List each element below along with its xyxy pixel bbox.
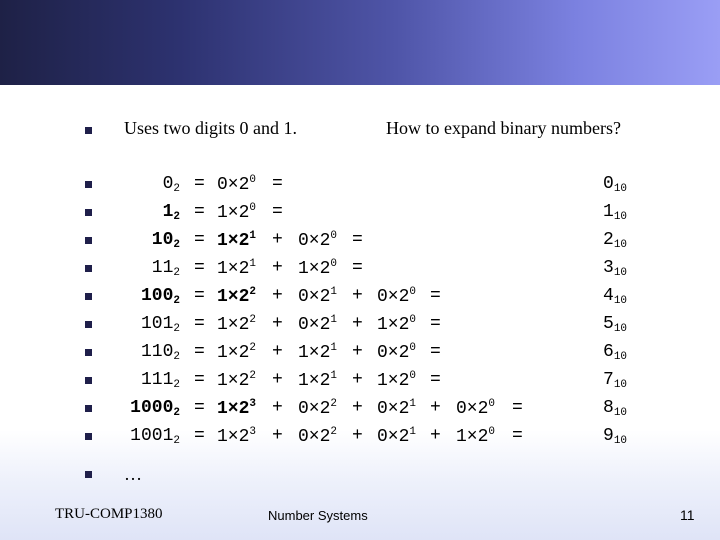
term-2: $1\times 2^0$ (298, 258, 338, 279)
table-row (0, 286, 720, 314)
decimal-value: $7_{10}$ (603, 370, 628, 391)
bullet-icon (85, 471, 92, 478)
term-1: $1\times 2^1$ (217, 258, 257, 279)
binary-number: $10_2$ (151, 230, 180, 251)
plus-sign: + (272, 258, 283, 278)
equals-sign: = (272, 174, 283, 194)
equals-sign: = (430, 314, 441, 334)
term-3: $0\times 2^1$ (377, 426, 417, 447)
term-1: $1\times 2^2$ (217, 314, 257, 335)
term-3: $1\times 2^0$ (377, 370, 417, 391)
equals-sign: = (272, 202, 283, 222)
plus-sign: + (272, 370, 283, 390)
term-1: $1\times 2^3$ (217, 398, 257, 419)
plus-sign: + (272, 314, 283, 334)
term-1: $1\times 2^0$ (217, 202, 257, 223)
equals-sign: = (194, 370, 205, 390)
decimal-value: $3_{10}$ (603, 258, 628, 279)
table-row (0, 370, 720, 398)
plus-sign: + (352, 398, 363, 418)
equals-sign: = (194, 398, 205, 418)
decimal-value: $0_{10}$ (603, 174, 628, 195)
equals-sign: = (194, 202, 205, 222)
plus-sign: + (272, 230, 283, 250)
equals-sign: = (194, 286, 205, 306)
decimal-value: $2_{10}$ (603, 230, 628, 251)
term-1: $1\times 2^2$ (217, 286, 257, 307)
plus-sign: + (352, 370, 363, 390)
equals-sign: = (194, 258, 205, 278)
plus-sign: + (352, 426, 363, 446)
table-row (0, 230, 720, 258)
table-row (0, 258, 720, 286)
decimal-value: $8_{10}$ (603, 398, 628, 419)
equals-sign: = (194, 230, 205, 250)
intro-text: Uses two digits 0 and 1. (124, 118, 297, 138)
equals-sign: = (352, 230, 363, 250)
binary-number: $1000_2$ (130, 398, 180, 419)
equals-sign: = (512, 398, 523, 418)
plus-sign: + (352, 342, 363, 362)
ellipsis: … (124, 464, 142, 484)
equals-sign: = (194, 314, 205, 334)
term-3: $0\times 2^0$ (377, 286, 417, 307)
equals-sign: = (430, 370, 441, 390)
term-1: $0\times 2^0$ (217, 174, 257, 195)
plus-sign: + (272, 426, 283, 446)
plus-sign: + (272, 286, 283, 306)
term-2: $1\times 2^1$ (298, 370, 338, 391)
decimal-value: $9_{10}$ (603, 426, 628, 447)
decimal-value: $1_{10}$ (603, 202, 628, 223)
plus-sign: + (352, 286, 363, 306)
decimal-value: $5_{10}$ (603, 314, 628, 335)
table-row (0, 202, 720, 230)
term-2: $0\times 2^2$ (298, 426, 338, 447)
equals-sign: = (430, 286, 441, 306)
term-4: $0\times 2^0$ (456, 398, 496, 419)
table-row (0, 342, 720, 370)
term-4: $1\times 2^0$ (456, 426, 496, 447)
term-2: $0\times 2^2$ (298, 398, 338, 419)
page-number: 11 (680, 507, 695, 523)
binary-number: $11_2$ (151, 258, 180, 279)
equals-sign: = (352, 258, 363, 278)
term-3: $1\times 2^0$ (377, 314, 417, 335)
term-2: $0\times 2^0$ (298, 230, 338, 251)
equals-sign: = (512, 426, 523, 446)
binary-number: $0_2$ (162, 174, 180, 195)
table-row (0, 398, 720, 426)
table-row (0, 314, 720, 342)
binary-number: $1_2$ (162, 202, 180, 223)
binary-number: $110_2$ (140, 342, 180, 363)
term-2: $1\times 2^1$ (298, 342, 338, 363)
term-3: $0\times 2^0$ (377, 342, 417, 363)
binary-number: $1001_2$ (130, 426, 180, 447)
topic-label: Number Systems (268, 508, 368, 523)
plus-sign: + (430, 426, 441, 446)
term-1: $1\times 2^2$ (217, 342, 257, 363)
bullet-icon (85, 127, 92, 134)
course-label: TRU-COMP1380 (55, 506, 163, 522)
plus-sign: + (352, 314, 363, 334)
equals-sign: = (194, 342, 205, 362)
decimal-value: $4_{10}$ (603, 286, 628, 307)
table-row (0, 174, 720, 202)
equals-sign: = (430, 342, 441, 362)
equals-sign: = (194, 174, 205, 194)
decimal-value: $6_{10}$ (603, 342, 628, 363)
term-1: $1\times 2^1$ (217, 230, 257, 251)
term-1: $1\times 2^3$ (217, 426, 257, 447)
table-row (0, 426, 720, 454)
question-text: How to expand binary numbers? (386, 118, 621, 138)
header-band (0, 0, 720, 85)
plus-sign: + (272, 342, 283, 362)
binary-number: $101_2$ (140, 314, 180, 335)
term-3: $0\times 2^1$ (377, 398, 417, 419)
binary-number: $111_2$ (140, 370, 180, 391)
term-1: $1\times 2^2$ (217, 370, 257, 391)
term-2: $0\times 2^1$ (298, 286, 338, 307)
plus-sign: + (272, 398, 283, 418)
plus-sign: + (430, 398, 441, 418)
equals-sign: = (194, 426, 205, 446)
binary-number: $100_2$ (140, 286, 180, 307)
term-2: $0\times 2^1$ (298, 314, 338, 335)
